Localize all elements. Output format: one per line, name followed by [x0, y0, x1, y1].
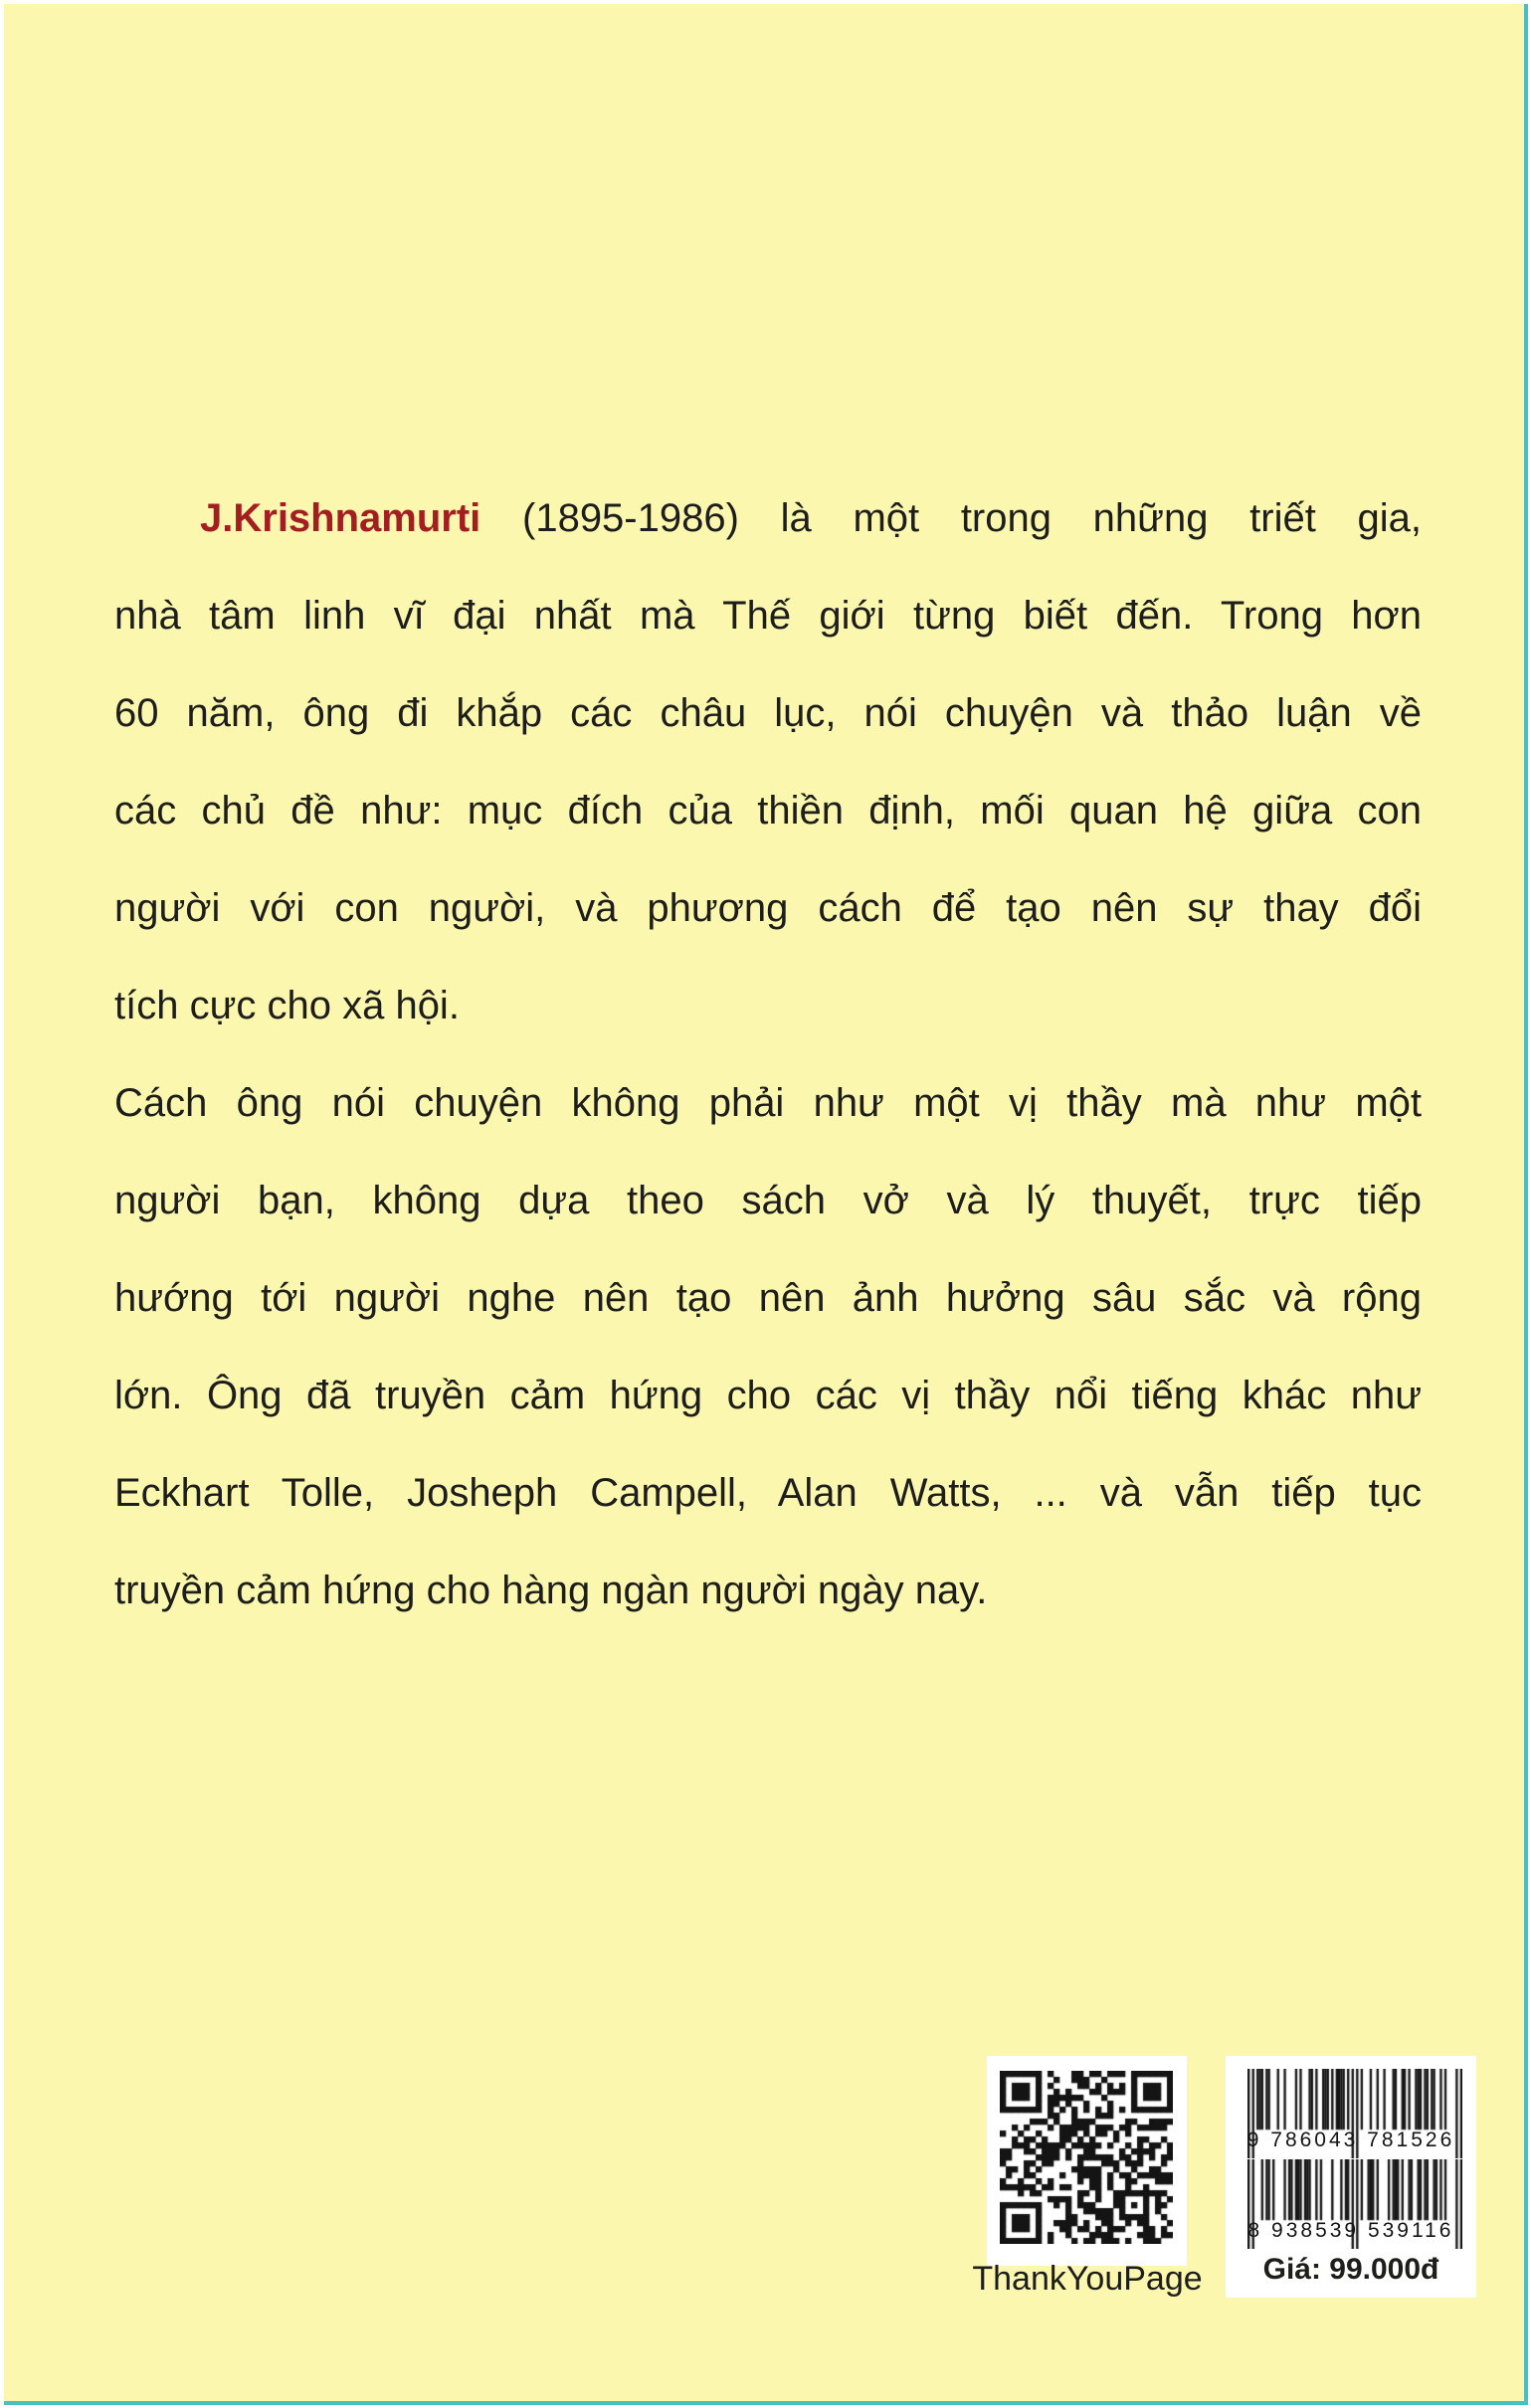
text-line: các chủ đề như: mục đích của thiền định, mối quan hệ giữa con [114, 789, 1422, 833]
intro-rest: (1895-1986) là một trong những triết gia, [522, 496, 1422, 540]
text-line: truyền cảm hứng cho hàng ngàn người ngày nay. [114, 1569, 988, 1612]
text-line: lớn. Ông đã truyền cảm hứng cho các vị thầy nổi tiếng khác như [114, 1374, 1422, 1417]
author-name: J.Krishnamurti [200, 496, 481, 540]
qr-code [1000, 2071, 1173, 2244]
text-line: Cách ông nói chuyện không phải như một vị thầy mà như một [114, 1081, 1422, 1125]
text-line: nhà tâm linh vĩ đại nhất mà Thế giới từng biết đến. Trong hơn [114, 594, 1422, 638]
qr-label: ThankYouPage [972, 2260, 1203, 2298]
text-line: người với con người, và phương cách để tạo nên sự thay đổi [114, 886, 1422, 930]
cover-background [4, 4, 1528, 2405]
text-line: tích cực cho xã hội. [114, 984, 460, 1027]
text-line: Eckhart Tolle, Josheph Campell, Alan Watts, ... và vẫn tiếp tục [114, 1471, 1422, 1515]
text-line: hướng tới người nghe nên tạo nên ảnh hưởng sâu sắc và rộng [114, 1276, 1422, 1320]
text-line: 60 năm, ông đi khắp các châu lục, nói chuyện và thảo luận về [114, 691, 1422, 735]
ean-digits: 8 938539 539116 [1247, 2219, 1454, 2242]
barcode-panel [1226, 2056, 1476, 2298]
price-label: Giá: 99.000đ [1262, 2253, 1439, 2286]
text-line: người bạn, không dựa theo sách vở và lý thuyết, trực tiếp [114, 1179, 1422, 1222]
text-line [114, 469, 1422, 567]
description-text [114, 469, 1422, 1639]
qr-panel [987, 2056, 1187, 2266]
isbn-digits: 9 786043 781526 [1246, 2129, 1455, 2151]
